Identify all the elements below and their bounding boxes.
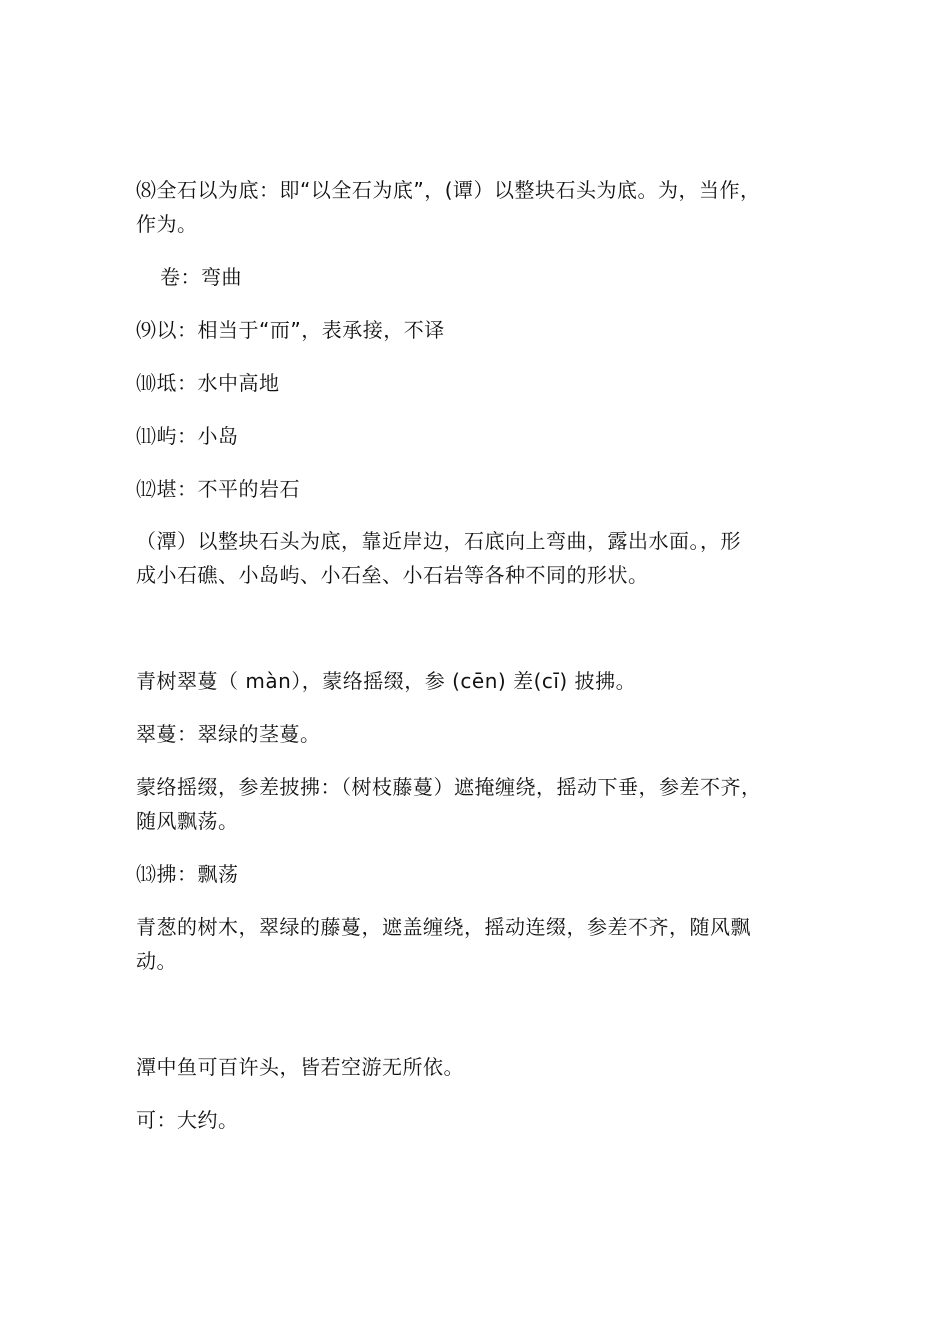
note-13: ⒀拂：飘荡	[136, 862, 239, 886]
note-mengluo-line-1: 蒙络摇缀，参差披拂：（树枝藤蔓）遮掩缠绕，摇动下垂，参差不齐，	[136, 775, 762, 799]
note-8-line-2: 作为。	[136, 212, 198, 236]
source-sentence-3: 潭中鱼可百许头，皆若空游无所依。	[136, 1055, 464, 1079]
note-ke: 可：大约。	[136, 1108, 239, 1132]
note-12: ⑿堪：不平的岩石	[136, 477, 300, 501]
translation-2-line-1: 青葱的树木，翠绿的藤蔓，遮盖缠绕，摇动连缀，参差不齐，随风飘	[136, 915, 751, 939]
note-mengluo-line-2: 随风飘荡。	[136, 809, 239, 833]
note-10: ⑽坻：水中高地	[136, 371, 280, 395]
translation-2-line-2: 动。	[136, 949, 177, 973]
note-9: ⑼以：相当于“而”，表承接，不译	[136, 318, 445, 342]
source-sentence-2: 青树翠蔓（ màn），蒙络摇缀，参 (cēn) 差(cī) 披拂。	[136, 669, 637, 693]
translation-1-line-1: （潭）以整块石头为底，靠近岸边，石底向上弯曲，露出水面。，形	[136, 529, 741, 553]
note-11: ⑾屿：小岛	[136, 424, 239, 448]
note-juan: 卷：弯曲	[160, 265, 242, 289]
translation-1-line-2: 成小石礁、小岛屿、小石垒、小石岩等各种不同的形状。	[136, 563, 649, 587]
note-8-line-1: ⑻全石以为底：即“以全石为底”，(谭）以整块石头为底。为，当作，	[136, 178, 761, 202]
note-cuiman: 翠蔓：翠绿的茎蔓。	[136, 722, 321, 746]
